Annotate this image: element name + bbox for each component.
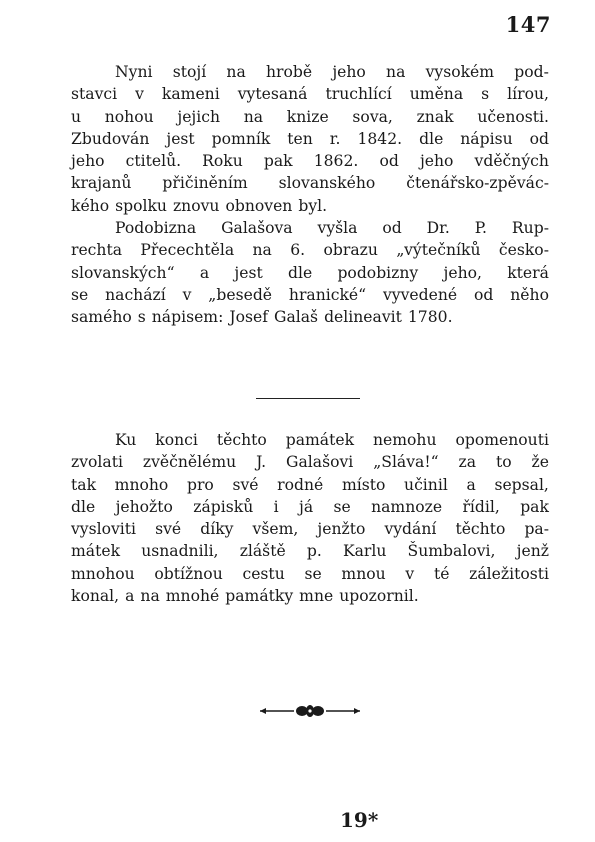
text-line: u nohou jejich na knize sova, znak učenosti. bbox=[71, 107, 549, 126]
main-text-lower bbox=[71, 429, 549, 607]
text-line: Podobizna Galašova vyšla od Dr. P. Rup- bbox=[115, 219, 549, 238]
section-divider-rule bbox=[256, 398, 360, 399]
ornament-tailpiece bbox=[258, 703, 362, 719]
text-line: rechta Přecechtěla na 6. obrazu „výtečníků česko- bbox=[71, 241, 549, 260]
text-line: Zbudován jest pomník ten r. 1842. dle nápisu od bbox=[71, 129, 549, 148]
page-number: 147 bbox=[505, 12, 551, 37]
printer-signature-mark: 19* bbox=[340, 808, 379, 832]
text-line: tak mnoho pro své rodné místo učinil a sepsal, bbox=[71, 475, 549, 494]
text-line: Ku konci těchto památek nemohu opomenouti bbox=[115, 431, 549, 449]
text-line: Nyni stojí na hrobě jeho na vysokém pod- bbox=[115, 63, 549, 81]
text-line: vysloviti své díky všem, jenžto vydání těchto pa- bbox=[71, 520, 549, 539]
main-text-upper bbox=[71, 61, 549, 329]
text-line: zvolati zvěčnělému J. Galašovi „Sláva!“ za to že bbox=[71, 453, 549, 472]
text-line: se nachází v „besedě hranické“ vyvedené od něho bbox=[71, 285, 549, 304]
text-line: kého spolku znovu obnoven byl. bbox=[71, 196, 328, 215]
text-line: jeho ctitelů. Roku pak 1862. od jeho vděčných bbox=[71, 152, 549, 171]
text-line: samého s nápisem: Josef Galaš delineavit 1780. bbox=[71, 308, 453, 327]
text-line: konal, a na mnohé památky mne upozornil. bbox=[71, 587, 419, 606]
text-line: slovanských“ a jest dle podobizny jeho, která bbox=[71, 263, 549, 282]
text-line: krajanů přičiněním slovanského čtenářsko-zpěvác- bbox=[71, 174, 549, 193]
text-line: mnohou obtížnou cestu se mnou v té záležitosti bbox=[71, 564, 549, 583]
text-line: dle jehožto zápisků i já se namnoze řídil, pak bbox=[71, 497, 549, 516]
text-line: stavci v kameni vytesaná truchlící uměna s lírou, bbox=[71, 85, 549, 104]
text-line: mátek usnadnili, zláště p. Karlu Šumbalovi, jenž bbox=[71, 542, 549, 561]
